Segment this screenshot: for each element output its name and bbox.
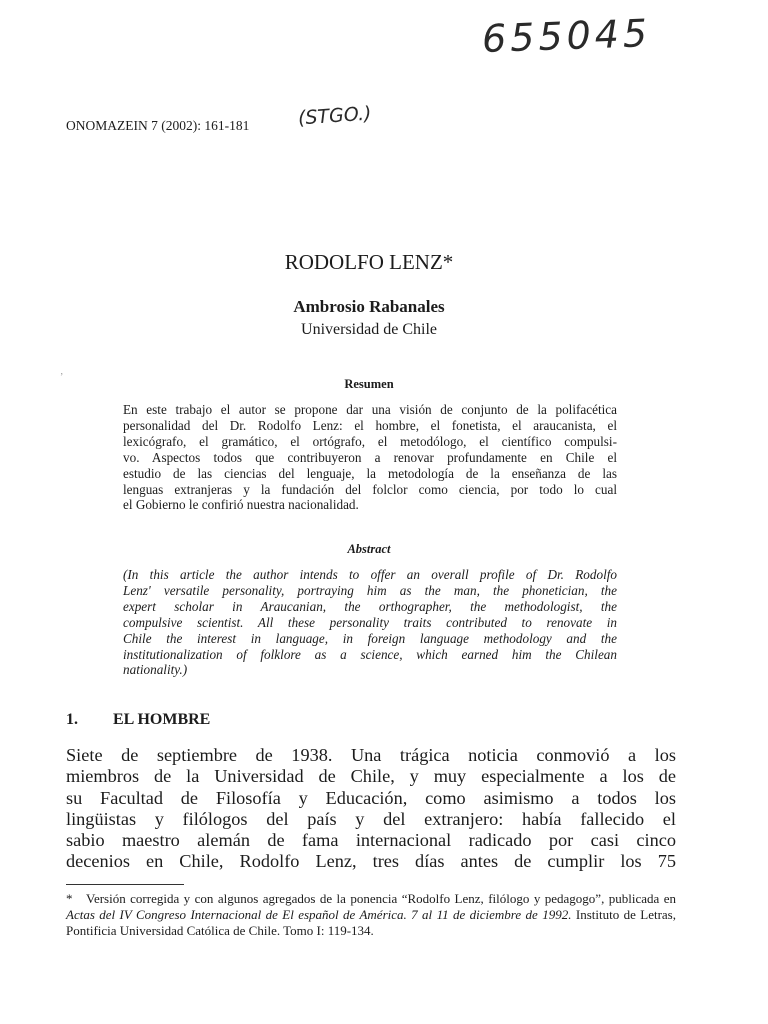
footnote-publisher: Instituto de Letras, Pontificia Universidad Católica de Chile. Tomo I: 119-134. (66, 906, 676, 938)
abstract-line: Chile the interest in language, in foreign language methodology and the (123, 630, 617, 646)
footnote-divider (66, 884, 184, 885)
section-number: 1. (66, 711, 78, 728)
body-line: miembros de la Universidad de Chile, y muy especialmente a los de (66, 766, 676, 787)
author-affiliation: Universidad de Chile (301, 321, 437, 338)
author-name: Ambrosio Rabanales (293, 297, 445, 316)
abstract-line: compulsive scientist. All these personality traits contributed to renovate in (123, 614, 617, 630)
body-line: lingüistas y filólogos del país y del extranjero: había fallecido el (66, 808, 676, 829)
resumen-line: personalidad del Dr. Rodolfo Lenz: el hombre, el fonetista, el araucanista, el (123, 417, 617, 433)
section-heading (66, 711, 210, 729)
body-paragraph (66, 745, 676, 873)
abstract-line: (In this article the author intends to offer an overall profile of Dr. Rodolfo (123, 567, 617, 582)
footnote-publication: Actas del IV Congreso Internacional de El español de América. 7 al 11 de diciembre de 1992. (66, 906, 572, 922)
resumen-line: el Gobierno le confirió nuestra nacionalidad. (123, 497, 359, 513)
resumen-body (123, 402, 617, 513)
abstract-heading: Abstract (347, 542, 391, 556)
resumen-heading: Resumen (344, 377, 394, 391)
footnote (66, 891, 676, 939)
abstract-line: Lenz' versatile personality, portraying him as the man, the phonetician, the (123, 582, 617, 598)
resumen-line: En este trabajo el autor se propone dar una visión de conjunto de la polifacética (123, 402, 617, 417)
body-line: sabio maestro alemán de fama internacional radicado por casi cinco (66, 830, 676, 851)
abstract-line: nationality.) (123, 662, 188, 678)
scan-speck: ʼ (60, 372, 64, 383)
resumen-line: lexicógrafo, el gramático, el ortógrafo, el metodólogo, el científico compulsi- (123, 433, 617, 449)
body-line: decenios en Chile, Rodolfo Lenz, tres días antes de cumplir los 75 (66, 851, 676, 872)
section-title: EL HOMBRE (113, 711, 211, 728)
footnote-text: Versión corregida y con algunos agregados de la ponencia “Rodolfo Lenz, filólogo y pedagogo”, publicada en (86, 891, 676, 906)
handwritten-number: 655045 (481, 11, 652, 61)
body-line: su Facultad de Filosofía y Educación, como asimismo a todos los (66, 787, 676, 808)
resumen-line: estudio de las ciencias del lenguaje, la metodología de la enseñanza de las (123, 465, 617, 481)
resumen-line: vo. Aspectos todos que contribuyeron a renovar profundamente en Chile el (123, 449, 617, 465)
body-line: Siete de septiembre de 1938. Una trágica noticia conmovió a los (66, 745, 676, 765)
abstract-body (123, 567, 617, 678)
resumen-line: lenguas extranjeras y la fundación del folclor como ciencia, por todo lo cual (123, 481, 617, 497)
abstract-line: institutionalization of folklore as a science, which earned him the Chilean (123, 646, 617, 662)
handwritten-note: (STGO.) (297, 102, 373, 130)
abstract-line: expert scholar in Araucanian, the orthographer, the methodologist, the (123, 598, 617, 614)
journal-citation: ONOMAZEIN 7 (2002): 161-181 (66, 118, 250, 133)
article-title: RODOLFO LENZ* (284, 250, 454, 274)
footnote-mark: * (66, 891, 73, 906)
